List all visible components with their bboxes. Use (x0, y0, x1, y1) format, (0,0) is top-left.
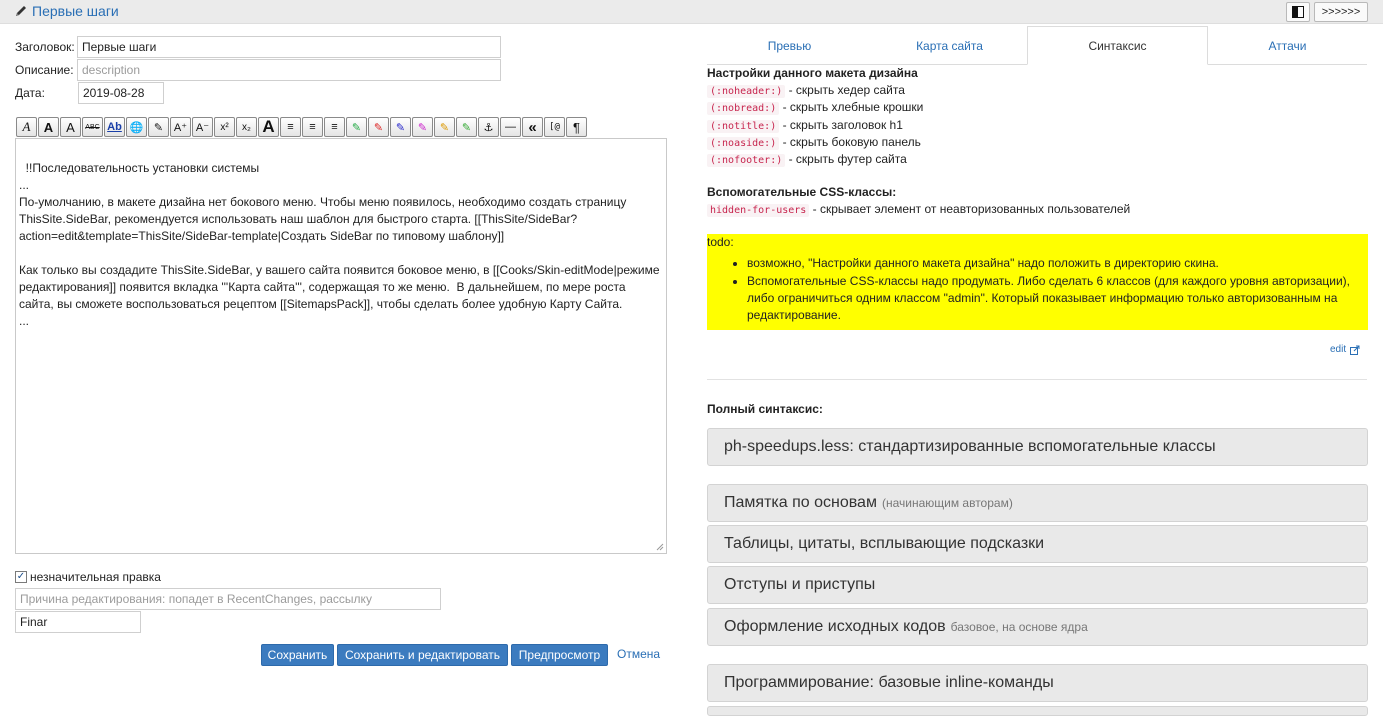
highlight-2-button[interactable] (368, 117, 389, 137)
accordion-item[interactable] (707, 525, 1368, 563)
layout-toggle-icon (1292, 6, 1304, 18)
horizontal-rule-icon: — (505, 121, 516, 133)
section-divider (707, 379, 1367, 380)
font-a-icon: A (66, 119, 75, 135)
align-right-button[interactable] (324, 117, 345, 137)
align-center-icon: ≡ (309, 121, 316, 133)
strikethrough-icon: ABC (85, 123, 100, 131)
font-smaller-button[interactable] (192, 117, 213, 137)
description-label: Описание: (15, 63, 74, 77)
edit-reason-input[interactable]: Причина редактирования: попадет в RecentChanges, рассылку (15, 588, 441, 610)
font-smaller-icon: A⁻ (195, 121, 210, 134)
highlight-5-icon: ✎ (439, 121, 450, 134)
description-input[interactable]: description (77, 59, 501, 81)
directive-desc: - скрыть футер сайта (785, 152, 907, 166)
minor-edit-checkbox[interactable]: ✓ (16, 571, 26, 582)
date-row (15, 82, 164, 104)
pilcrow-button[interactable] (566, 117, 587, 137)
horizontal-rule-button[interactable] (500, 117, 521, 137)
external-link-icon (1350, 345, 1360, 355)
subscript-icon: x₂ (242, 121, 251, 133)
highlight-3-button[interactable] (390, 117, 411, 137)
accordion-subtitle: (начинающим авторам) (881, 496, 1013, 510)
directive-code: (:nobread:) (707, 102, 779, 115)
rewind-button[interactable] (522, 117, 543, 137)
tab-syntax[interactable]: Синтаксис (1027, 26, 1208, 65)
big-a-button[interactable] (258, 117, 279, 137)
layout-settings-heading: Настройки данного макета дизайна (707, 66, 918, 80)
font-bigger-button[interactable] (170, 117, 191, 137)
css-class-desc: - скрывает элемент от неавторизованных пользователей (809, 202, 1131, 216)
todo-item: • возможно, "Настройки данного макета дизайна" надо положить в директорию скина. (747, 255, 1368, 272)
underline-button[interactable] (104, 117, 125, 137)
description-row (15, 59, 501, 81)
directive-code: (:nofooter:) (707, 154, 785, 167)
superscript-icon: x² (220, 121, 229, 133)
italic-icon: A (22, 119, 31, 134)
accordion-title: Памятка по основам (724, 494, 877, 511)
page-title-text: Первые шаги (32, 3, 119, 19)
accordion-title: ph-speedups.less: стандартизированные вспомогательные классы (724, 438, 1216, 455)
editor-toolbar (16, 117, 587, 137)
date-input[interactable]: 2019-08-28 (78, 82, 164, 104)
globe-link-icon: 🌐 (129, 121, 144, 134)
author-input[interactable]: Finar (15, 611, 141, 633)
save-button[interactable]: Сохранить (261, 644, 334, 666)
accordion-title: Отступы и приступы (724, 576, 876, 593)
align-center-button[interactable] (302, 117, 323, 137)
accordion-item[interactable] (707, 608, 1368, 646)
superscript-button[interactable] (214, 117, 235, 137)
directive-desc: - скрыть хедер сайта (785, 83, 905, 97)
date-label: Дата: (15, 86, 45, 100)
accordion-item[interactable] (707, 484, 1368, 522)
preview-button[interactable]: Предпросмотр (511, 644, 608, 666)
tab-attachments[interactable]: Аттачи (1268, 38, 1307, 53)
highlight-6-icon: ✎ (461, 121, 472, 134)
css-class-row (707, 202, 1130, 216)
title-row (15, 36, 501, 58)
align-left-icon: ≡ (287, 121, 294, 133)
accordion-title: Оформление исходных кодов (724, 618, 946, 635)
tab-sitemap[interactable]: Карта сайта (916, 38, 983, 53)
todo-box (707, 234, 1368, 330)
full-syntax-heading: Полный синтаксис: (707, 402, 823, 416)
pencil-edit-button[interactable] (148, 117, 169, 137)
tab-preview[interactable]: Превью (767, 38, 812, 53)
css-classes-heading: Вспомогательные CSS-классы: (707, 185, 897, 199)
bold-button[interactable] (38, 117, 59, 137)
highlight-1-icon: ✎ (351, 121, 362, 134)
save-and-edit-button[interactable]: Сохранить и редактировать (337, 644, 508, 666)
strikethrough-button[interactable] (82, 117, 103, 137)
todo-item: • Вспомогательные CSS-классы надо продумать. Либо сделать 6 классов (для каждого уровня авторизации), либо ограничиться одним классом "admin". Который показывает информацию только авторизованным на редактирование. (747, 273, 1368, 324)
minor-edit-row (15, 570, 161, 584)
pencil-edit-icon: ✎ (153, 121, 164, 134)
anchor-icon: ⚓ (483, 121, 494, 134)
directive-row (707, 118, 903, 132)
highlight-1-button[interactable] (346, 117, 367, 137)
minor-edit-label: незначительная правка (30, 570, 161, 584)
editor-content: !!Последовательность установки системы ... По-умолчанию, в макете дизайна нет бокового меню. Чтобы меню появилось, необходимо создать страницу ThisSite.SideBar, рекомендуется использовать наш шаблон для быстрого старта. [[ThisSite/SideBar?action=edit&template=ThisSite/SideBar-template|Создать SideBar по типовому шаблону]] Как только вы создадите ThisSite.SideBar, у вашего сайта появится боковое меню, в [[Cooks/Skin-editMode|режиме редактирования]] появится вкладка '''Карта сайта''', содержащая то же меню. В дальнейшем, по мере роста сайта, вы сможете воспользоваться рецептом [[SitemapsPack]], чтобы сделать более удобную Карту Сайта. ... (19, 161, 660, 328)
underline-icon: Ab (107, 121, 122, 133)
globe-link-button[interactable] (126, 117, 147, 137)
rewind-icon: « (528, 118, 537, 136)
accordion-title: Таблицы, цитаты, всплывающие подсказки (724, 535, 1045, 552)
directive-row (707, 83, 905, 97)
directive-code: (:noaside:) (707, 137, 779, 150)
side-tabs (707, 26, 1367, 65)
page-title (14, 3, 119, 19)
css-class-code: hidden-for-users (707, 204, 809, 217)
accordion-item[interactable] (707, 664, 1368, 702)
directive-desc: - скрыть боковую панель (779, 135, 921, 149)
page-header (0, 0, 1383, 24)
pencil-icon (14, 4, 28, 18)
highlight-6-button[interactable] (456, 117, 477, 137)
bold-icon: A (43, 119, 54, 135)
code-icon: [@ (549, 122, 560, 132)
accordion-item[interactable] (707, 706, 1368, 716)
layout-toggle-button[interactable] (1286, 2, 1310, 22)
highlight-5-button[interactable] (434, 117, 455, 137)
pilcrow-icon: ¶ (573, 119, 580, 135)
directive-code: (:noheader:) (707, 85, 785, 98)
accordion-title: Программирование: базовые inline-команды (724, 674, 1054, 691)
accordion-item[interactable] (707, 428, 1368, 466)
page-text-editor[interactable] (15, 138, 667, 554)
italic-button[interactable] (16, 117, 37, 137)
cancel-link[interactable]: Отмена (617, 647, 661, 661)
expand-button[interactable]: >>>>>> (1314, 2, 1368, 22)
font-a-button[interactable] (60, 117, 81, 137)
highlight-3-icon: ✎ (395, 121, 406, 134)
edit-link-label: edit (1330, 344, 1347, 355)
title-input[interactable]: Первые шаги (77, 36, 501, 58)
directive-row (707, 100, 923, 114)
directive-row (707, 135, 921, 149)
title-label: Заголовок: (15, 40, 75, 54)
anchor-button[interactable] (478, 117, 499, 137)
resize-grip-icon[interactable] (656, 543, 664, 551)
highlight-2-icon: ✎ (373, 121, 384, 134)
accordion-subtitle: базовое, на основе ядра (950, 620, 1088, 634)
subscript-button[interactable] (236, 117, 257, 137)
directive-desc: - скрыть заголовок h1 (779, 118, 903, 132)
align-left-button[interactable] (280, 117, 301, 137)
directive-code: (:notitle:) (707, 120, 779, 133)
highlight-4-button[interactable] (412, 117, 433, 137)
highlight-4-icon: ✎ (417, 121, 428, 134)
edit-link[interactable] (1330, 344, 1360, 355)
align-right-icon: ≡ (331, 121, 338, 133)
font-bigger-icon: A⁺ (173, 121, 188, 134)
code-button[interactable] (544, 117, 565, 137)
directive-desc: - скрыть хлебные крошки (779, 100, 924, 114)
todo-label: todo: (707, 235, 734, 249)
directive-row (707, 152, 907, 166)
big-a-icon: A (262, 117, 275, 136)
accordion-item[interactable] (707, 566, 1368, 604)
